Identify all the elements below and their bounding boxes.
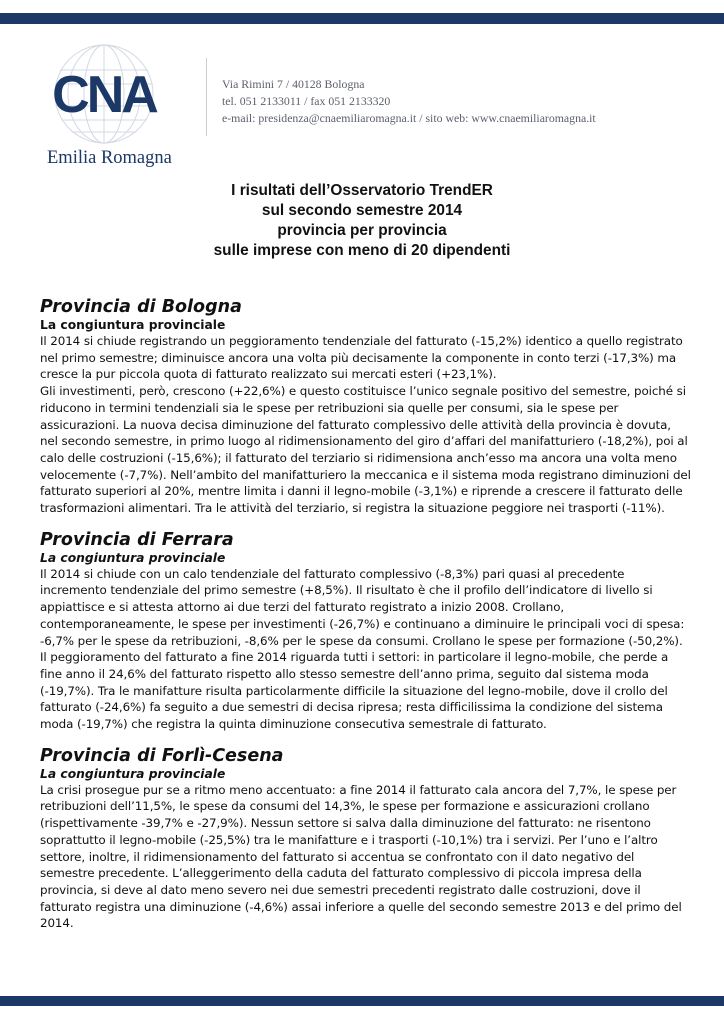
contact-address: Via Rimini 7 / 40128 Bologna bbox=[222, 77, 365, 91]
section-subheading: La congiuntura provinciale bbox=[40, 318, 226, 332]
section-forli-cesena bbox=[40, 745, 692, 932]
cna-logo bbox=[44, 40, 172, 172]
section-heading: Provincia di Bologna bbox=[40, 297, 242, 317]
section-bologna bbox=[40, 296, 692, 517]
section-heading: Provincia di Ferrara bbox=[40, 529, 234, 550]
paragraph: Gli investimenti, però, crescono (+22,6%) e questo costituisce l’unico segnale positivo del semestre, poiché si riducono in termini tendenziali sia le spese per retribuzioni sia quelle per consumi, sia le spese per assicurazioni. La nuova decisa diminuzione del fatturato complessivo delle attività della provincia è dovuta, nel secondo semestre, in primo luogo al ridimensionamento del giro d’affari del manifatturiero (-18,2%), poi al calo delle costruzioni (-15,6%); il fatturato del terziario si ridimensiona anch’esso ma ancora una volta meno velocemente (-7,7%). Nell’ambito del manifatturiero la meccanica e il sistema moda registrano diminuzioni del fatturato superiori al 20%, mentre limita i danni il legno-mobile (-3,1%) e riprende a crescere il fatturato delle trasformazioni alimentari. Tra le attività del terziario, si registra la situazione peggiore nei trasporti (-11%). bbox=[40, 384, 691, 516]
region-name: Emilia Romagna bbox=[47, 148, 172, 168]
paragraph: Il 2014 si chiude con un calo tendenziale del fatturato complessivo (-8,3%) pari quasi al precedente incremento tendenziale del primo semestre (+8,5%). Il risultato è che il profilo dell’indicatore di livello si appiattisce e si attesta attorno ai due terzi del fatturato registrato a inizio 2008. Crollano, contemporaneamente, le spese per investimenti (-26,7%) e continuano a diminuire le principali voci di spesa: -6,7% per le spese da retribuzioni, -8,6% per le spese da consumi. Crollano le spese per formazione (-50,2%). Il peggioramento del fatturato a fine 2014 riguarda tutti i settori: in particolare il legno-mobile, che perde a fine anno il 24,6% del fatturato rispetto allo stesso semestre dell’anno prima, seguito dal sistema moda (-19,7%). Tra le manifatture risulta particolarmente difficile la situazione del legno-mobile, dove il crollo del fatturato (-24,6%) fa seguito a due semestri di decisa ripresa; resta difficilissima la condizione del sistema moda (-19,7%) che registra la quinta diminuzione consecutiva semestrale di fatturato. bbox=[40, 566, 685, 732]
paragraph: La crisi prosegue pur se a ritmo meno accentuato: a fine 2014 il fatturato cala ancora del 7,7%, le spese per retribuzioni dell’11,5%, le spese da consumi del 14,3%, le spese per formazione e assicurazioni crollano (rispettivamente -39,7% e -27,9%). Nessun settore si salva dalla diminuzione del fatturato: ne risentono soprattutto il legno-mobile (-25,5%) tra le manifatture e i trasporti (-10,1%) tra i servizi. Per l’uno e l’altro settore, inoltre, il ridimensionamento del fatturato si accentua se confrontato con il dato negativo del semestre precedente. L’alleggerimento della caduta del fatturato complessivo di piccola impresa della provincia, si deve al dato meno severo nei due semestri precedenti registrato dalle costruzioni, dove il fatturato registra una diminuzione (-4,6%) assai inferiore a quelle del secondo semestre 2013 e del primo del 2014. bbox=[40, 782, 682, 931]
section-heading: Provincia di Forlì-Cesena bbox=[40, 745, 284, 766]
section-subheading: La congiuntura provinciale bbox=[40, 550, 226, 565]
document-title bbox=[0, 181, 724, 261]
title-line: provincia per provincia bbox=[277, 222, 447, 239]
svg-text:CNA: CNA bbox=[52, 66, 156, 124]
cna-logo-mark bbox=[46, 40, 162, 148]
contact-email-web[interactable]: e-mail: presidenza@cnaemiliaromagna.it / sito web: www.cnaemiliaromagna.it bbox=[222, 111, 596, 125]
header-divider bbox=[206, 58, 207, 136]
title-line: I risultati dell’Osservatorio TrendER bbox=[231, 182, 493, 199]
top-color-bar bbox=[0, 13, 724, 24]
title-line: sul secondo semestre 2014 bbox=[261, 202, 463, 219]
section-subheading: La congiuntura provinciale bbox=[40, 766, 226, 781]
section-ferrara bbox=[40, 529, 692, 733]
bottom-color-bar bbox=[0, 996, 724, 1006]
paragraph: Il 2014 si chiude registrando un peggioramento tendenziale del fatturato (-15,2%) identico a quello registrato nel primo semestre; diminuisce ancora una volta più decisamente la componente in conto terzi (-17,3%) ma cresce la pur piccola quota di fatturato realizzato sui mercati esteri (+23,1%). bbox=[40, 334, 683, 382]
title-line: sulle imprese con meno di 20 dipendenti bbox=[213, 242, 511, 259]
contact-block bbox=[222, 76, 596, 127]
contact-phone: tel. 051 2133011 / fax 051 2133320 bbox=[222, 94, 391, 108]
document-body bbox=[40, 296, 692, 944]
